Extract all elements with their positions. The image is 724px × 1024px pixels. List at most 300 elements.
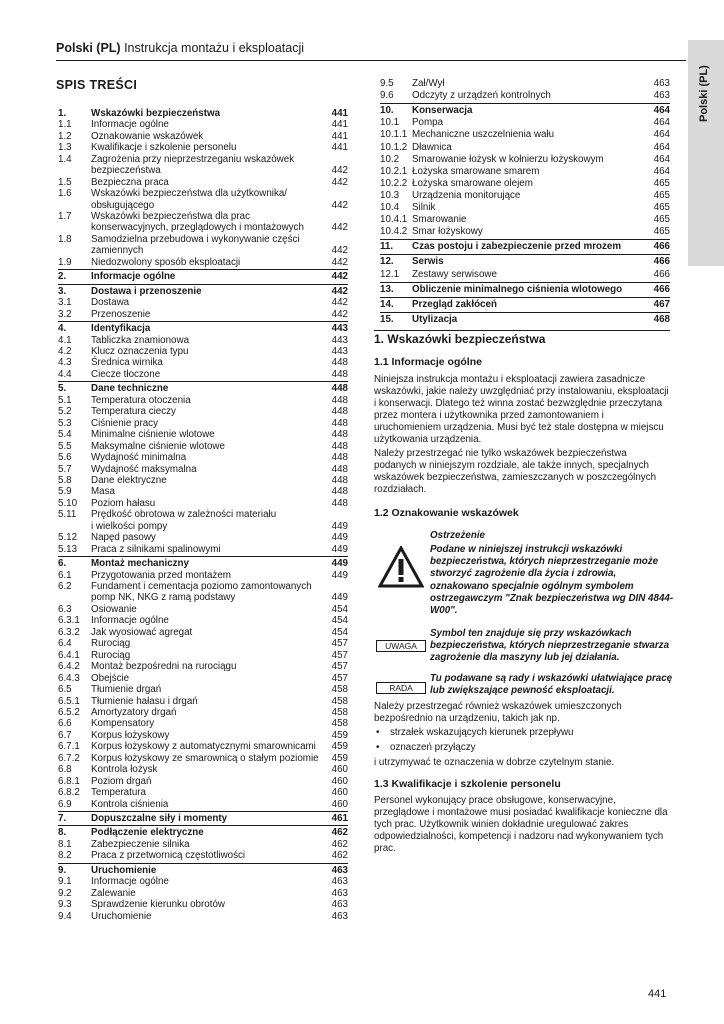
toc-entry-page: 462 — [331, 850, 348, 862]
toc-entry-number: 6.3.2 — [58, 626, 80, 638]
toc-entry-page: 442 — [331, 271, 348, 283]
toc-entry-page: 443 — [331, 334, 348, 346]
toc-section-rule — [58, 381, 348, 382]
toc-entry-title: Informacje ogólne — [91, 119, 169, 131]
bullet-marker: • — [376, 727, 380, 738]
toc-entry-number: 10.1.1 — [380, 129, 408, 141]
toc-entry-title: Maksymalne ciśnienie wlotowe — [91, 440, 225, 452]
toc-entry[interactable] — [58, 357, 348, 368]
toc-entry-title: Zał/Wył — [412, 78, 445, 89]
toc-section-rule — [380, 254, 670, 255]
toc-entry-page: 442 — [331, 285, 348, 297]
toc-entry-title: Kontrola ciśnienia — [91, 798, 169, 810]
toc-entry-page: 441 — [331, 130, 348, 142]
toc-entry-title: Korpus łożyskowy ze smarownicą o stałym poziomie — [91, 752, 319, 764]
toc-entry-page: 457 — [331, 661, 348, 673]
toc-entry-number: 5.7 — [58, 463, 72, 475]
toc-entry[interactable] — [58, 544, 348, 555]
toc-entry-title: Temperatura otoczenia — [91, 394, 191, 406]
toc-entry[interactable] — [58, 888, 348, 899]
header-rule — [56, 60, 686, 61]
toc-entry-page: 443 — [331, 346, 348, 357]
toc-entry-number: 1.3 — [58, 142, 72, 154]
toc-entry-title: Średnica wirnika — [91, 357, 163, 369]
toc-entry-page: 448 — [331, 440, 348, 452]
toc-entry[interactable] — [58, 730, 348, 741]
toc-entry[interactable] — [58, 234, 348, 257]
toc-entry-page: 448 — [331, 383, 348, 395]
toc-entry[interactable] — [58, 627, 348, 638]
toc-entry-number: 1.1 — [58, 119, 72, 131]
toc-entry-number: 10.2 — [380, 153, 400, 165]
toc-entry-page: 448 — [331, 417, 348, 429]
toc-entry-title: Serwis — [412, 256, 444, 268]
uwaga-text: Symbol ten znajduje się przy wskazówkach bezpieczeństwa, których nieprzestrzeganie stwarza zagrożenie dla maszyny lub jej działania. — [430, 628, 670, 664]
toc-entry-number: 6.8 — [58, 764, 72, 776]
toc-entry-number: 6.7 — [58, 729, 72, 741]
toc-entry-number: 1.5 — [58, 176, 72, 188]
toc-entry-page: 464 — [653, 129, 670, 141]
toc-entry-title-continued: obsługującego — [91, 199, 155, 211]
toc-entry-title: Masa — [91, 486, 115, 498]
toc-entry-number: 5.13 — [58, 543, 78, 555]
toc-entry[interactable] — [58, 696, 348, 707]
toc-entry-title: Uruchomienie — [91, 864, 157, 876]
toc-entry-number: 4.3 — [58, 357, 72, 369]
toc-entry[interactable] — [58, 286, 348, 297]
toc-entry-number: 4.4 — [58, 368, 72, 380]
page-header — [56, 40, 686, 56]
toc-entry-title: Samodzielna przebudowa i wykonywanie części — [91, 233, 300, 245]
toc-entry-page: 463 — [331, 910, 348, 922]
toc-entry[interactable] — [58, 383, 348, 394]
toc-entry-number: 6. — [58, 558, 67, 570]
toc-entry[interactable] — [380, 284, 670, 296]
toc-entry-number: 10.4.2 — [380, 226, 408, 238]
toc-entry-page: 465 — [653, 202, 670, 213]
toc-entry-number: 10. — [380, 105, 394, 117]
toc-section-rule — [58, 825, 348, 826]
toc-entry[interactable] — [58, 813, 348, 824]
toc-entry-page: 464 — [653, 141, 670, 153]
toc-entry[interactable] — [58, 532, 348, 543]
toc-entry-page: 463 — [331, 887, 348, 899]
toc-entry-title: Smarowanie — [412, 214, 467, 226]
toc-entry-title: Podłączenie elektryczne — [91, 827, 204, 839]
toc-entry-page: 449 — [331, 569, 348, 581]
toc-entry[interactable] — [58, 661, 348, 672]
toc-entry[interactable] — [58, 581, 348, 604]
toc-entry-page: 457 — [331, 638, 348, 650]
toc-entry[interactable] — [58, 177, 348, 188]
toc-entry[interactable] — [380, 117, 670, 129]
toc-entry[interactable] — [58, 604, 348, 615]
toc-entry[interactable] — [380, 214, 670, 226]
toc-entry-number: 1.7 — [58, 211, 72, 223]
toc-section-rule — [380, 297, 670, 298]
toc-entry[interactable] — [58, 615, 348, 626]
toc-entry-number: 7. — [58, 813, 67, 824]
toc-entry[interactable] — [58, 753, 348, 764]
toc-entry-number: 8. — [58, 827, 67, 839]
toc-entry-title-continued: konserwacyjnych, przeglądowych i montażowych — [91, 222, 304, 234]
toc-entry-number: 6.7.2 — [58, 752, 80, 764]
toc-entry[interactable] — [380, 166, 670, 178]
toc-entry-page: 464 — [653, 105, 670, 117]
toc-entry[interactable] — [58, 707, 348, 718]
paragraph-general-info: Niniejsza instrukcja montażu i eksploatacji zawiera zasadnicze wskazówki, jakie należy uwzględniać przy instalowaniu, eksploatacji i konserwacji. Dlatego też winna zostać bezwzględnie przeczytana przez montera i użytkownika przed zamontowaniem i uruchomieniem urządzenia. Musi być też stale dostępna w miejscu użytkowania urządzenia. — [374, 374, 669, 446]
toc-entry[interactable] — [58, 154, 348, 177]
toc-entry[interactable] — [58, 839, 348, 850]
toc-entry[interactable] — [380, 241, 670, 253]
toc-entry-title: Silnik — [412, 202, 436, 213]
toc-entry-number: 6.1 — [58, 569, 72, 581]
toc-entry[interactable] — [58, 911, 348, 922]
heading-general-info: 1.1 Informacje ogólne — [374, 356, 482, 368]
toc-entry-number: 1.2 — [58, 130, 72, 142]
toc-entry-number: 5.5 — [58, 440, 72, 452]
toc-section-rule — [58, 269, 348, 270]
toc-entry-title: Minimalne ciśnienie wlotowe — [91, 429, 215, 441]
toc-entry[interactable] — [380, 226, 670, 238]
toc-entry-title: Tabliczka znamionowa — [91, 334, 190, 346]
toc-entry[interactable] — [58, 850, 348, 861]
toc-entry-number: 9.6 — [380, 90, 394, 102]
toc-entry[interactable] — [58, 650, 348, 661]
toc-section-rule — [58, 811, 348, 812]
toc-entry-number: 1.9 — [58, 256, 72, 268]
toc-entry[interactable] — [380, 142, 670, 154]
toc-entry-number: 9.3 — [58, 899, 72, 911]
toc-entry-page: 449 — [331, 520, 348, 532]
toc-entry[interactable] — [58, 441, 348, 452]
toc-entry-number: 14. — [380, 298, 394, 310]
toc-entry[interactable] — [58, 406, 348, 417]
section-rule — [374, 330, 670, 331]
toc-entry-page: 462 — [331, 838, 348, 850]
toc-entry-title: Dane elektryczne — [91, 474, 167, 486]
toc-entry-page: 448 — [331, 357, 348, 369]
rada-label: RADA — [376, 682, 426, 694]
toc-entry-title: Pompa — [412, 117, 444, 129]
toc-entry-number: 4. — [58, 323, 67, 335]
toc-entry-page: 459 — [331, 741, 348, 753]
toc-entry-page: 463 — [331, 864, 348, 876]
toc-entry[interactable] — [58, 865, 348, 876]
toc-entry-title: Kompensatory — [91, 718, 155, 730]
toc-entry-page: 442 — [331, 297, 348, 309]
toc-entry-title: Prędkość obrotowa w zależności materiału — [91, 509, 277, 521]
toc-entry-title: Ciśnienie pracy — [91, 417, 158, 429]
toc-title: SPIS TREŚCI — [56, 78, 138, 92]
toc-entry-page: 464 — [653, 117, 670, 129]
toc-entry[interactable] — [58, 297, 348, 308]
toc-entry-number: 9. — [58, 864, 67, 876]
toc-entry-title: Konserwacja — [412, 105, 473, 117]
toc-entry-title-continued: pomp NK, NKG z ramą podstawy — [91, 592, 236, 604]
toc-entry-title: Dostawa — [91, 297, 130, 309]
toc-entry-title: Bezpieczna praca — [91, 176, 169, 188]
toc-section-rule — [380, 312, 670, 313]
toc-entry[interactable] — [58, 776, 348, 787]
toc-entry-title: Mechaniczne uszczelnienia wału — [412, 129, 555, 141]
toc-entry-title-continued: bezpieczeństwa — [91, 165, 161, 177]
toc-entry-number: 5.4 — [58, 429, 72, 441]
toc-entry-title: Informacje ogólne — [91, 271, 176, 283]
toc-entry[interactable] — [58, 452, 348, 463]
toc-entry-page: 465 — [653, 226, 670, 238]
toc-entry-number: 6.3.1 — [58, 615, 80, 627]
toc-entry[interactable] — [380, 190, 670, 202]
toc-entry-title: Informacje ogólne — [91, 615, 169, 627]
warning-text: Podane w niniejszej instrukcji wskazówki bezpieczeństwa, których nieprzestrzeganie może stworzyć zagrożenie dla życia i zdrowia, oznakowano specjalnie ogólnym symbolem ostrzegawczym "Znak bezpieczeństwa wg DIN 4844-W00". — [430, 544, 674, 617]
toc-entry-number: 1.6 — [58, 188, 72, 200]
toc-entry-title: Odczyty z urządzeń kontrolnych — [412, 90, 551, 102]
toc-entry-number: 6.8.2 — [58, 787, 80, 799]
toc-entry-page: 448 — [331, 452, 348, 464]
toc-entry-number: 1.8 — [58, 233, 72, 245]
toc-entry-page: 466 — [653, 256, 670, 268]
toc-entry-page: 442 — [331, 176, 348, 188]
toc-entry-number: 5.3 — [58, 417, 72, 429]
toc-entry-number: 6.7.1 — [58, 741, 80, 753]
toc-entry-page: 460 — [331, 764, 348, 776]
toc-entry-page: 458 — [331, 718, 348, 730]
toc-entry-page: 459 — [331, 729, 348, 741]
toc-entry-page: 441 — [331, 108, 348, 119]
toc-entry-title: Wydajność minimalna — [91, 452, 187, 464]
toc-entry[interactable] — [58, 787, 348, 798]
toc-entry-number: 5.12 — [58, 532, 78, 544]
toc-entry-title: Zestawy serwisowe — [412, 268, 497, 280]
toc-entry-page: 466 — [653, 241, 670, 253]
toc-entry-page: 448 — [331, 429, 348, 441]
toc-entry-number: 3.1 — [58, 297, 72, 309]
toc-entry[interactable] — [58, 799, 348, 810]
toc-entry-title: Utylizacja — [412, 313, 458, 325]
toc-entry-page: 460 — [331, 798, 348, 810]
toc-entry[interactable] — [58, 346, 348, 357]
toc-entry-number: 5.11 — [58, 509, 77, 521]
toc-entry[interactable] — [380, 78, 670, 90]
toc-entry-title: Wskazówki bezpieczeństwa dla użytkownika/ — [91, 188, 288, 200]
toc-entry-page: 460 — [331, 787, 348, 799]
toc-entry[interactable] — [58, 188, 348, 211]
toc-entry-title: Uruchomienie — [91, 910, 152, 922]
toc-entry-number: 6.5.1 — [58, 695, 80, 707]
toc-entry-number: 6.4.1 — [58, 649, 80, 661]
toc-entry[interactable] — [380, 314, 670, 326]
toc-entry-number: 5.8 — [58, 474, 72, 486]
toc-entry-page: 459 — [331, 752, 348, 764]
toc-entry-title: Dławnica — [412, 141, 452, 153]
toc-entry[interactable] — [58, 718, 348, 729]
toc-entry-title: Przygotowania przed montażem — [91, 569, 231, 581]
toc-entry-page: 464 — [653, 165, 670, 177]
toc-entry[interactable] — [58, 464, 348, 475]
toc-entry-page: 465 — [653, 214, 670, 226]
toc-entry-number: 12. — [380, 256, 394, 268]
toc-entry[interactable] — [380, 154, 670, 166]
toc-entry[interactable] — [380, 202, 670, 214]
toc-entry-page: 460 — [331, 775, 348, 787]
toc-entry-number: 6.4 — [58, 638, 72, 650]
toc-entry-page: 463 — [653, 90, 670, 102]
toc-entry-page: 463 — [331, 899, 348, 911]
toc-entry-title: Dane techniczne — [91, 383, 169, 395]
toc-entry-page: 448 — [331, 463, 348, 475]
toc-entry[interactable] — [380, 105, 670, 117]
toc-entry-title: Temperatura — [91, 787, 146, 799]
toc-entry[interactable] — [380, 299, 670, 311]
toc-entry-number: 9.2 — [58, 887, 72, 899]
warning-triangle-icon — [378, 546, 424, 588]
toc-section-rule — [58, 321, 348, 322]
toc-entry-title: Poziom hałasu — [91, 497, 156, 509]
toc-entry-title: Praca z silnikami spalinowymi — [91, 543, 221, 555]
toc-entry[interactable] — [58, 899, 348, 910]
toc-entry-title: Niedozwolony sposób eksploatacji — [91, 256, 241, 268]
toc-entry-number: 9.4 — [58, 910, 72, 922]
toc-entry-number: 15. — [380, 313, 394, 325]
toc-entry-number: 11. — [380, 241, 394, 253]
toc-entry[interactable] — [58, 876, 348, 887]
toc-entry-title: Identyfikacja — [91, 323, 151, 335]
toc-entry-title: Tłumienie drgań — [91, 684, 162, 696]
uwaga-label: UWAGA — [376, 640, 426, 652]
toc-entry-number: 8.2 — [58, 850, 72, 862]
toc-entry-page: 463 — [653, 78, 670, 89]
toc-entry-number: 6.4.2 — [58, 661, 80, 673]
toc-entry[interactable] — [58, 257, 348, 268]
toc-entry-number: 12.1 — [380, 268, 400, 280]
toc-entry[interactable] — [58, 498, 348, 509]
heading-warning-marking: 1.2 Oznakowanie wskazówek — [374, 507, 519, 519]
toc-entry-number: 6.9 — [58, 798, 72, 810]
toc-entry-title: Fundament i cementacja poziomo zamontowanych — [91, 581, 312, 592]
toc-entry[interactable] — [380, 178, 670, 190]
toc-entry[interactable] — [58, 509, 348, 532]
toc-entry[interactable] — [380, 129, 670, 141]
toc-entry-page: 448 — [331, 394, 348, 406]
toc-entry-page: 442 — [331, 222, 348, 234]
toc-entry-page: 454 — [331, 615, 348, 627]
toc-entry[interactable] — [58, 335, 348, 346]
toc-entry-title: Smar łożyskowy — [412, 226, 483, 238]
toc-entry[interactable] — [58, 211, 348, 234]
toc-section-rule — [380, 239, 670, 240]
toc-entry[interactable] — [58, 673, 348, 684]
toc-entry-page: 449 — [331, 592, 348, 604]
toc-entry-number: 6.8.1 — [58, 775, 80, 787]
toc-section-rule — [58, 284, 348, 285]
toc-entry-number: 10.1 — [380, 117, 400, 129]
toc-entry-title: Rurociąg — [91, 649, 131, 661]
toc-entry-title: Poziom drgań — [91, 775, 152, 787]
toc-entry-title-continued: i wielkości pompy — [91, 520, 168, 532]
toc-entry[interactable] — [58, 369, 348, 380]
toc-entry-title: Przegląd zakłóceń — [412, 298, 497, 310]
toc-entry-title: Korpus łożyskowy z automatycznymi smarownicami — [91, 741, 316, 753]
toc-entry-page: 458 — [331, 695, 348, 707]
toc-entry[interactable] — [58, 741, 348, 752]
toc-entry-page: 465 — [653, 189, 670, 201]
toc-entry[interactable] — [58, 119, 348, 130]
toc-entry-page: 448 — [331, 497, 348, 509]
toc-entry[interactable] — [58, 764, 348, 775]
toc-entry-number: 4.1 — [58, 334, 72, 346]
toc-entry-page: 454 — [331, 626, 348, 638]
toc-entry[interactable] — [58, 429, 348, 440]
toc-entry-page: 466 — [653, 268, 670, 280]
toc-entry-number: 1. — [58, 108, 67, 119]
toc-entry[interactable] — [58, 558, 348, 569]
toc-entry-number: 3. — [58, 285, 67, 297]
toc-entry-number: 10.3 — [380, 189, 400, 201]
toc-entry-title: Oznakowanie wskazówek — [91, 130, 204, 142]
toc-entry-number: 10.1.2 — [380, 141, 408, 153]
toc-entry-number: 8.1 — [58, 838, 72, 850]
header-title: Instrukcja montażu i eksploatacji — [124, 41, 305, 55]
toc-entry[interactable] — [380, 256, 670, 268]
toc-entry-title: Smarowanie łożysk w kołnierzu łożyskowym — [412, 153, 604, 165]
toc-entry-page: 454 — [331, 603, 348, 615]
toc-entry[interactable] — [58, 395, 348, 406]
header-language: Polski (PL) — [56, 41, 121, 55]
toc-entry[interactable] — [58, 309, 348, 320]
paragraph-device-markings: Należy przestrzegać również wskazówek umieszczonych bezpośrednio na urządzeniu, takich jak np. — [374, 701, 622, 725]
toc-entry-page: 462 — [331, 827, 348, 839]
toc-entry-number: 9.1 — [58, 876, 72, 888]
toc-entry[interactable] — [58, 271, 348, 282]
toc-entry-number: 6.3 — [58, 603, 72, 615]
toc-entry[interactable] — [380, 90, 670, 102]
toc-entry[interactable] — [58, 684, 348, 695]
toc-entry[interactable] — [58, 108, 348, 119]
toc-entry-title: Rurociąg — [91, 638, 131, 650]
section-heading: 1. Wskazówki bezpieczeństwa — [374, 332, 546, 346]
toc-entry-page: 461 — [331, 813, 348, 824]
bullet-marker: • — [376, 742, 380, 753]
toc-entry-page: 458 — [331, 706, 348, 718]
toc-entry-number: 5.10 — [58, 497, 78, 509]
toc-entry[interactable] — [58, 486, 348, 497]
toc-entry-page: 468 — [653, 313, 670, 325]
toc-entry-title: Montaż mechaniczny — [91, 558, 189, 570]
toc-entry[interactable] — [380, 269, 670, 281]
toc-entry[interactable] — [58, 142, 348, 153]
toc-entry-page: 449 — [331, 558, 348, 570]
toc-entry-page: 441 — [331, 119, 348, 131]
toc-entry[interactable] — [58, 475, 348, 486]
toc-entry[interactable] — [58, 323, 348, 334]
toc-entry-number: 6.5 — [58, 684, 72, 696]
toc-entry-title: Sprawdzenie kierunku obrotów — [91, 899, 225, 911]
toc-entry[interactable] — [58, 131, 348, 142]
toc-entry[interactable] — [58, 638, 348, 649]
toc-entry-title: Łożyska smarowane smarem — [412, 165, 540, 177]
toc-entry[interactable] — [58, 827, 348, 838]
toc-entry-page: 442 — [331, 199, 348, 211]
toc-entry-title: Tłumienie hałasu i drgań — [91, 695, 198, 707]
toc-entry[interactable] — [58, 418, 348, 429]
toc-entry-title: Zabezpieczenie silnika — [91, 838, 190, 850]
toc-entry-title: Urządzenia monitorujące — [412, 189, 521, 201]
bullet-item: strzałek wskazujących kierunek przepływu — [390, 727, 574, 738]
toc-entry[interactable] — [58, 570, 348, 581]
toc-entry-number: 2. — [58, 271, 67, 283]
toc-entry-number: 10.2.2 — [380, 177, 408, 189]
